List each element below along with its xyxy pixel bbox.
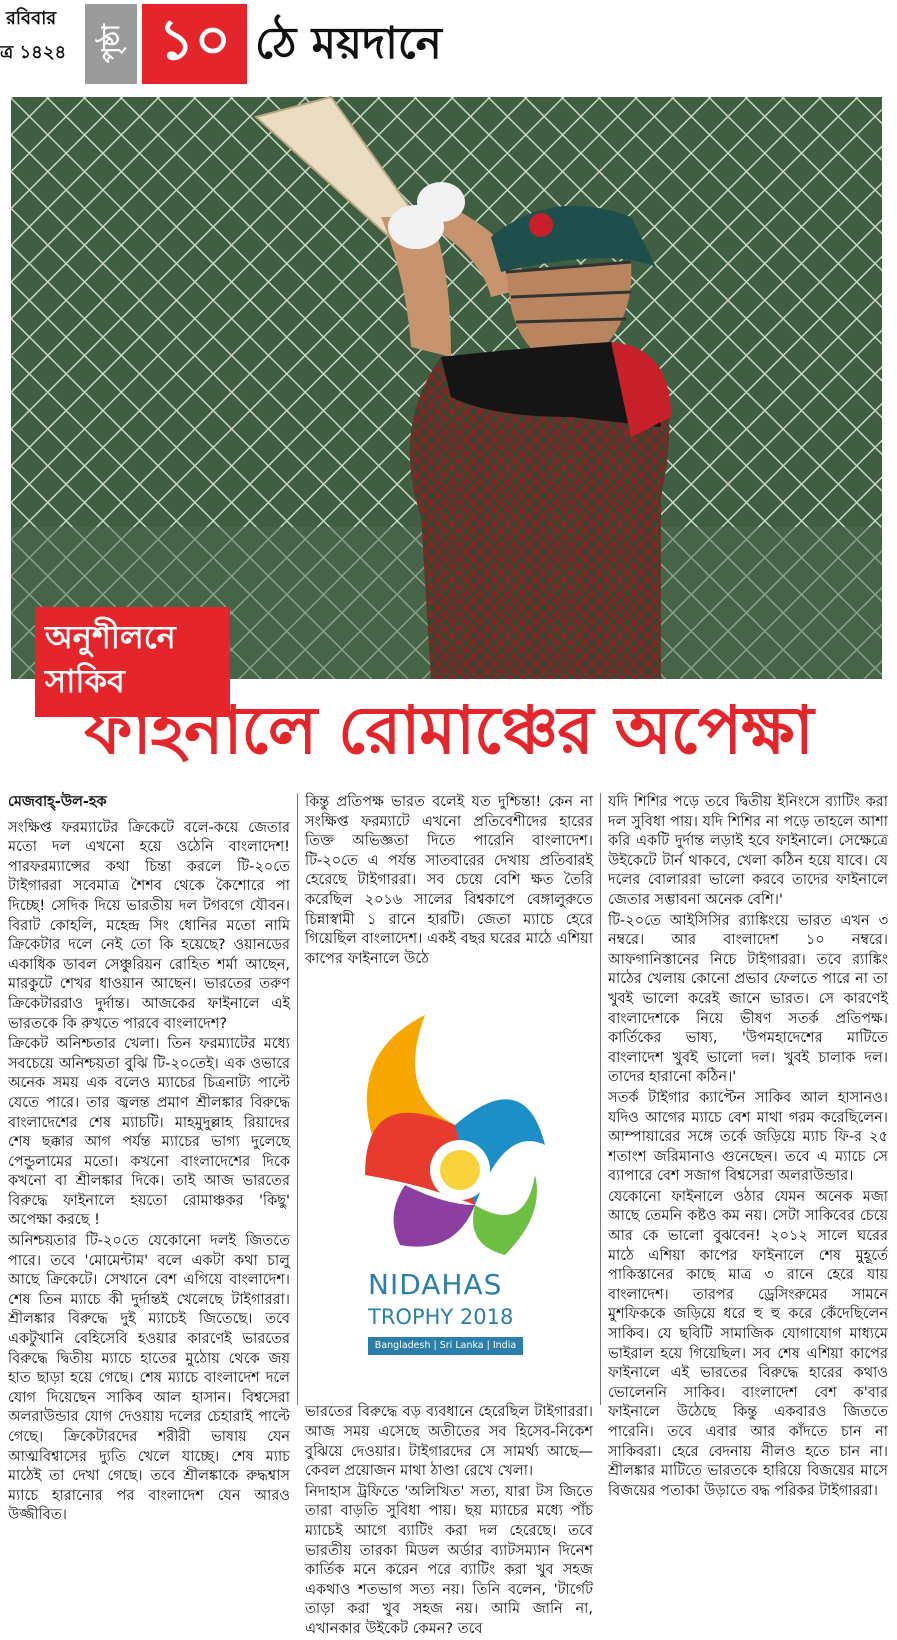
- paragraph: যেকোনো ফাইনালে ওঠার যেমন অনেক মজা আছে তেমনি কষ্টও কম নয়। সেটা সাকিবের চেয়ে আর কে ভালো বুঝবেন! ২০১২ সালে ঘরের মাঠে এশিয়া কাপের ফাইনালে শেষ মুহূর্তে পাকিস্তানের কাছে মাত্র ৩ রানে হেরে যায় বাংলাদেশ। তারপর ড্রেসিংরুমের সামনে মুশফিককে জড়িয়ে ধরে হু হু করে কেঁদেছিলেন সাকিব। যে ছবিটি সামাজিক যোগাযোগ মাধ্যমে ভাইরাল হয়ে গিয়েছিল। সব শেষ এশিয়া কাপের ফাইনালে এই ভারতের বিরুদ্ধে হারের কথাও ভোলেননি সাকিব। বাংলাদেশ বেশ ক'বার ফাইনালে উঠেছে কিন্তু একবারও জিততে পারেনি। তবে এবার আর কাঁদতে চান না সাকিবরা। হেরে বেদনায় নীলও হতে চান না। শ্রীলঙ্কার মাটিতে ভারতকে হারিয়ে বিজয়ের মাসে বিজয়ের পতাকা উড়াতে বদ্ধ পরিকর টাইগাররা।: [608, 1188, 888, 1499]
- caption-line-1: অনুশীলনে: [45, 618, 176, 656]
- paragraph: ভারতের বিরুদ্ধে বড় ব্যবধানে হেরেছিল টাইগাররা। আজ সময় এসেছে অতীতের সব হিসেব-নিকেশ বুঝিয়ে দেওয়ার। টাইগারদের সে সামর্থ্য আছে—কেবল প্রয়োজন মাথা ঠাণ্ডা রেখে খেলা।: [305, 1404, 593, 1480]
- column-3: [608, 793, 888, 1502]
- photo-illustration: [11, 97, 882, 679]
- byline: মেজবাহ্-উল-হক: [8, 794, 107, 810]
- page-word: পৃষ্ঠা: [85, 4, 137, 84]
- column-divider: [600, 793, 601, 1405]
- paragraph: অনিশ্চয়তার টি-২০তে যেকোনো দলই জিততে পারে। তবে 'মোমেন্টাম' বলে একটা কথা চালু আছে ক্রিকেটে। সেখানে বেশ এগিয়ে বাংলাদেশ। শেষ তিন ম্যাচে কী দুর্দান্তই খেলেছে টাইগাররা। শ্রীলঙ্কার বিরুদ্ধে দুই ম্যাচেই জিতেছে। তবে একটুখানি বেহিসেবি হওয়ার কারণেই ভারতের বিরুদ্ধে দ্বিতীয় ম্যাচে হাতের মুঠোয় থেকে জয় হাত ছাড়া হয়ে গেছে। শেষ ম্যাচে বাংলাদেশ দলে যোগ দিয়েছেন সাকিব আল হাসান। বিশ্বসেরা অলরাউন্ডার যোগ দেওয়ায় দলের চেহারাই পাল্টে গেছে। ক্রিকেটারদের শরীরী ভাষায় যেন আত্মবিশ্বাসের দ্যুতি খেলে যাচ্ছে। শেষ ম্যাচ মাঠেই তা দেখা গেছে। তবে শ্রীলঙ্কাকে রুদ্ধশ্বাস ম্যাচে হারানোর পর বাংলাদেশ যেন আরও উজ্জীবিত।: [8, 1233, 290, 1524]
- trophy-swirl-icon: [305, 975, 593, 1275]
- logo-subtitle: Bangladesh | Sri Lanka | India: [368, 1337, 523, 1355]
- paragraph: টি-২০তে আইসিসির র‍্যাঙ্কিংয়ে ভারত এখন ৩ নম্বরে। আর বাংলাদেশ ১০ নম্বরে। আফগানিস্তানের নিচে টাইগাররা। তবে র‍্যাঙ্কিং মাঠের খেলায় কোনো প্রভাব ফেলতে পারে না তা খুবই ভালো করেই জানে ভারত। সে কারণেই বাংলাদেশকে নিয়ে ভীষণ সতর্ক প্রতিপক্ষ। কার্তিকের ভাষ্য, 'উপমহাদেশের মাটিতে বাংলাদেশ খুবই ভালো দল। খুবই চালাক দল। তাদের হারানো কঠিন।': [608, 912, 888, 1086]
- paragraph: কিন্তু প্রতিপক্ষ ভারত বলেই যত দুশ্চিন্তা! কেন না সংক্ষিপ্ত ফরম্যাটে এখনো প্রতিবেশীদের হারের তিক্ত অভিজ্ঞতা দিতে পারেনি বাংলাদেশ। টি-২০তে এ পর্যন্ত সাতবারের দেখায় প্রতিবারই হেরেছে টাইগাররা। সব চেয়ে বেশি ক্ষত তৈরি করেছিল ২০১৬ সালের বিশ্বকাপে বেঙ্গালুরুতে চিন্নাস্বামী ১ রানে হারটি। জেতা ম্যাচে হেরে গিয়েছিল বাংলাদেশ। একই বছর ঘরের মাঠে এশিয়া কাপের ফাইনালে উঠে: [305, 794, 593, 967]
- date-label: ত্র ১৪২৪: [0, 42, 67, 63]
- logo-line-2: TROPHY 2018: [368, 1305, 514, 1330]
- cricketer-photo: [11, 97, 882, 700]
- paragraph: নিদাহাস ট্রফিতে 'অলিখিত' সত্য, যারা টস জিতে তারা বাড়তি সুবিধা পায়। ছয় ম্যাচের মধ্যে পাঁচ ম্যাচেই আগে ব্যাটিং করা দল হেরেছে। তবে ভারতীয় তারকা মিডল অর্ডার ব্যাটসম্যান দিনেশ কার্তিক মনে করেন পরে ব্যাটিং করা খুব সহজ একথাও শতভাগ সত্য নয়। তিনি বলেন, 'টার্গেট তাড়া করা খুব সহজ নয়। আমি জানি না, এখানকার উইকেট কেমন? তবে: [305, 1483, 593, 1637]
- page-number: ১০: [142, 4, 247, 84]
- masthead: [0, 0, 897, 95]
- column-divider: [297, 793, 298, 1405]
- paragraph: সংক্ষিপ্ত ফরম্যাটের ক্রিকেটে বলে-কয়ে জেতার মতো দল এখনো হয়ে ওঠেনি বাংলাদেশ! পারফরম্যান্সের কথা চিন্তা করলে টি-২০তে টাইগাররা সবেমাত্র শৈশব থেকে কৈশোরে পা দিচ্ছে! সেদিক দিয়ে ভারতীয় দল টগবগে যৌবন। বিরাট কোহলি, মহেন্দ্র সিং ধোনির মতো নামি ক্রিকেটার দলে নেই তো কি হয়েছে? ওয়ানডের একাধিক ডাবল সেঞ্চুরিয়ন রোহিত শর্মা আছেন, মারকুটে শেখর ধাওয়ান আছেন। ভারতের তরুণ ক্রিকেটাররাও দুর্দান্ত। আজকের ফাইনালে এই ভারতকে কি রুখতে পারবে বাংলাদেশ?: [8, 819, 290, 1032]
- day-label: রবিবার: [6, 8, 57, 29]
- headline: ফাইনালে রোমাঞ্চের অপেক্ষা: [84, 692, 813, 769]
- nidahas-trophy-logo: [305, 975, 593, 1395]
- section-title: ঠে ময়দানে: [255, 18, 442, 69]
- caption-line-2: সাকিব: [45, 662, 125, 700]
- paragraph: ক্রিকেট অনিশ্চতার খেলা। তিন ফরম্যাটের মধ্যে সবচেয়ে অনিশ্চয়তা বুঝি টি-২০তেই। এক ওভারে অনেক সময় এক বলেও ম্যাচের চিত্রনাট্য পাল্টে যেতে পারে। তার জ্বলন্ত প্রমাণ শ্রীলঙ্কার বিরুদ্ধে বাংলাদেশের শেষ ম্যাচটি। মাহমুদুল্লাহ রিয়াদের শেষ ছক্কার আগ পর্যন্ত ম্যাচের ভাগ্য দুলেছে পেন্ডুলামের মতো। কখনো বাংলাদেশের দিকে কখনো বা শ্রীলঙ্কার দিকে। তাই আজ ভারতের বিরুদ্ধে ফাইনালে হয়তো রোমাঞ্চকর 'কিছু' অপেক্ষা করছে !: [8, 1036, 290, 1229]
- column-1: [8, 793, 290, 1527]
- paragraph: সতর্ক টাইগার ক্যাপ্টেন সাকিব আল হাসানও। যদিও আগের ম্যাচে বেশ মাথা গরম করেছিলেন। আম্পায়ারের সঙ্গে তর্কে জড়িয়ে ম্যাচ ফি-র ২৫ শতাংশ জরিমানাও গুনেছেন। তবে এ ম্যাচে সে ব্যাপারে বেশ সজাগ বিশ্বসেরা অলরাউন্ডার।: [608, 1089, 888, 1185]
- paragraph: যদি শিশির পড়ে তবে দ্বিতীয় ইনিংসে ব্যাটিং করা দল সুবিধা পায়। যদি শিশির না পড়ে তাহলে আশা করি একটি দুর্দান্ত লড়াই হবে ফাইনালে। সেক্ষেত্রে উইকেটে টার্ন থাকবে, খেলা কঠিন হয়ে যাবে। যে দলের বোলাররা ভালো করবে তাদের ফাইনালে জেতার সম্ভাবনা অনেক বেশি।': [608, 794, 888, 908]
- logo-line-1: NIDAHAS: [368, 1268, 503, 1302]
- column-2: [305, 793, 593, 1640]
